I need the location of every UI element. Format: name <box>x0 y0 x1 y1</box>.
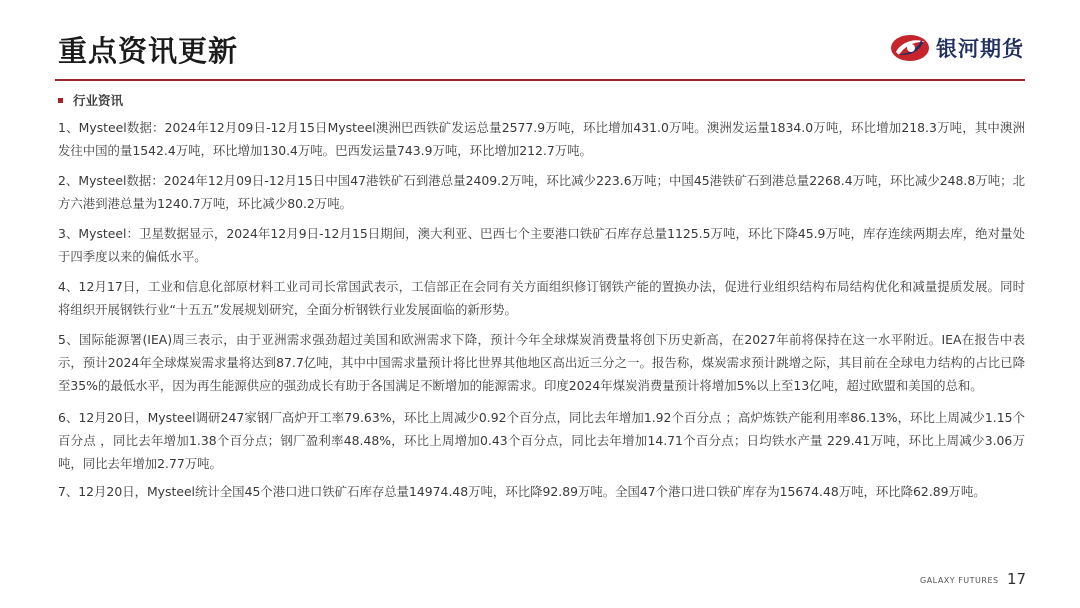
section-header <box>58 89 123 111</box>
news-item-7: 7、12月20日，Mysteel统计全国45个港口进口铁矿石库存总量14974.48万吨，环比降92.89万吨。全国47个港口进口铁矿库存为15674.48万吨，环比降62.89万吨。 <box>58 484 986 499</box>
page-title: 重点资讯更新 <box>58 34 239 68</box>
galaxy-logo-icon <box>890 31 930 65</box>
news-item-5: 5、国际能源署(IEA)周三表示，由于亚洲需求强劲超过美国和欧洲需求下降，预计今年全球煤炭消费量将创下历史新高，在2027年前将保持在这一水平附近。IEA在报告中表示，预计2024年全球煤炭需求量将达到87.7亿吨，其中中国需求量预计将比世界其他地区高出近三分之一。报告称，煤炭需求预计跳增之际，其目前在全球电力结构的占比已降至35%的最低水平，因为再生能源供应的强劲成长有助于各国满足不断增加的能源需求。印度2024年煤炭消费量预计将增加5%以上至13亿吨，超过欧盟和美国的总和。 <box>58 332 1025 393</box>
page-number: 17 <box>1007 570 1027 588</box>
news-item-4: 4、12月17日，工业和信息化部原材料工业司司长常国武表示，工信部正在会同有关方面组织修订钢铁产能的置换办法，促进行业组织结构布局结构优化和减量提质发展。同时将组织开展钢铁行业“十五五”发展规划研究，全面分析钢铁行业发展面临的新形势。 <box>58 279 1025 317</box>
company-logo <box>890 28 1024 68</box>
logo-text: 银河期货 <box>936 37 1024 61</box>
header-divider <box>55 79 1025 81</box>
news-item-1: 1、Mysteel数据：2024年12月09日-12月15日Mysteel澳洲巴西铁矿发运总量2577.9万吨，环比增加431.0万吨。澳洲发运量1834.0万吨，环比增加218.3万吨，其中澳洲发往中国的量1542.4万吨，环比增加130.4万吨。巴西发运量743.9万吨，环比增加212.7万吨。 <box>58 120 1025 158</box>
news-item-2: 2、Mysteel数据：2024年12月09日-12月15日中国47港铁矿石到港总量2409.2万吨，环比减少223.6万吨；中国45港铁矿石到港总量2268.4万吨，环比减少248.8万吨；北方六港到港总量为1240.7万吨，环比减少80.2万吨。 <box>58 173 1025 211</box>
news-list <box>58 116 1025 510</box>
square-bullet-icon <box>58 98 63 103</box>
section-title: 行业资讯 <box>73 93 124 108</box>
news-item-6: 6、12月20日，Mysteel调研247家钢厂高炉开工率79.63%，环比上周减少0.92个百分点，同比去年增加1.92个百分点 ；高炉炼铁产能利用率86.13%，环比上周减少1.15个百分点 ，同比去年增加1.38个百分点；钢厂盈利率48.48%，环比上周增加0.43个百分点，同比去年增加14.71个百分点；日均铁水产量 229.41万吨，环比上周减少3.06万吨，同比去年增加2.77万吨。 <box>58 410 1025 471</box>
news-item-3: 3、Mysteel：卫星数据显示，2024年12月9日-12月15日期间，澳大利亚、巴西七个主要港口铁矿石库存总量1125.5万吨，环比下降45.9万吨，库存连续两期去库，绝对量处于四季度以来的偏低水平。 <box>58 226 1025 264</box>
footer-brand: GALAXY FUTURES <box>920 576 999 585</box>
